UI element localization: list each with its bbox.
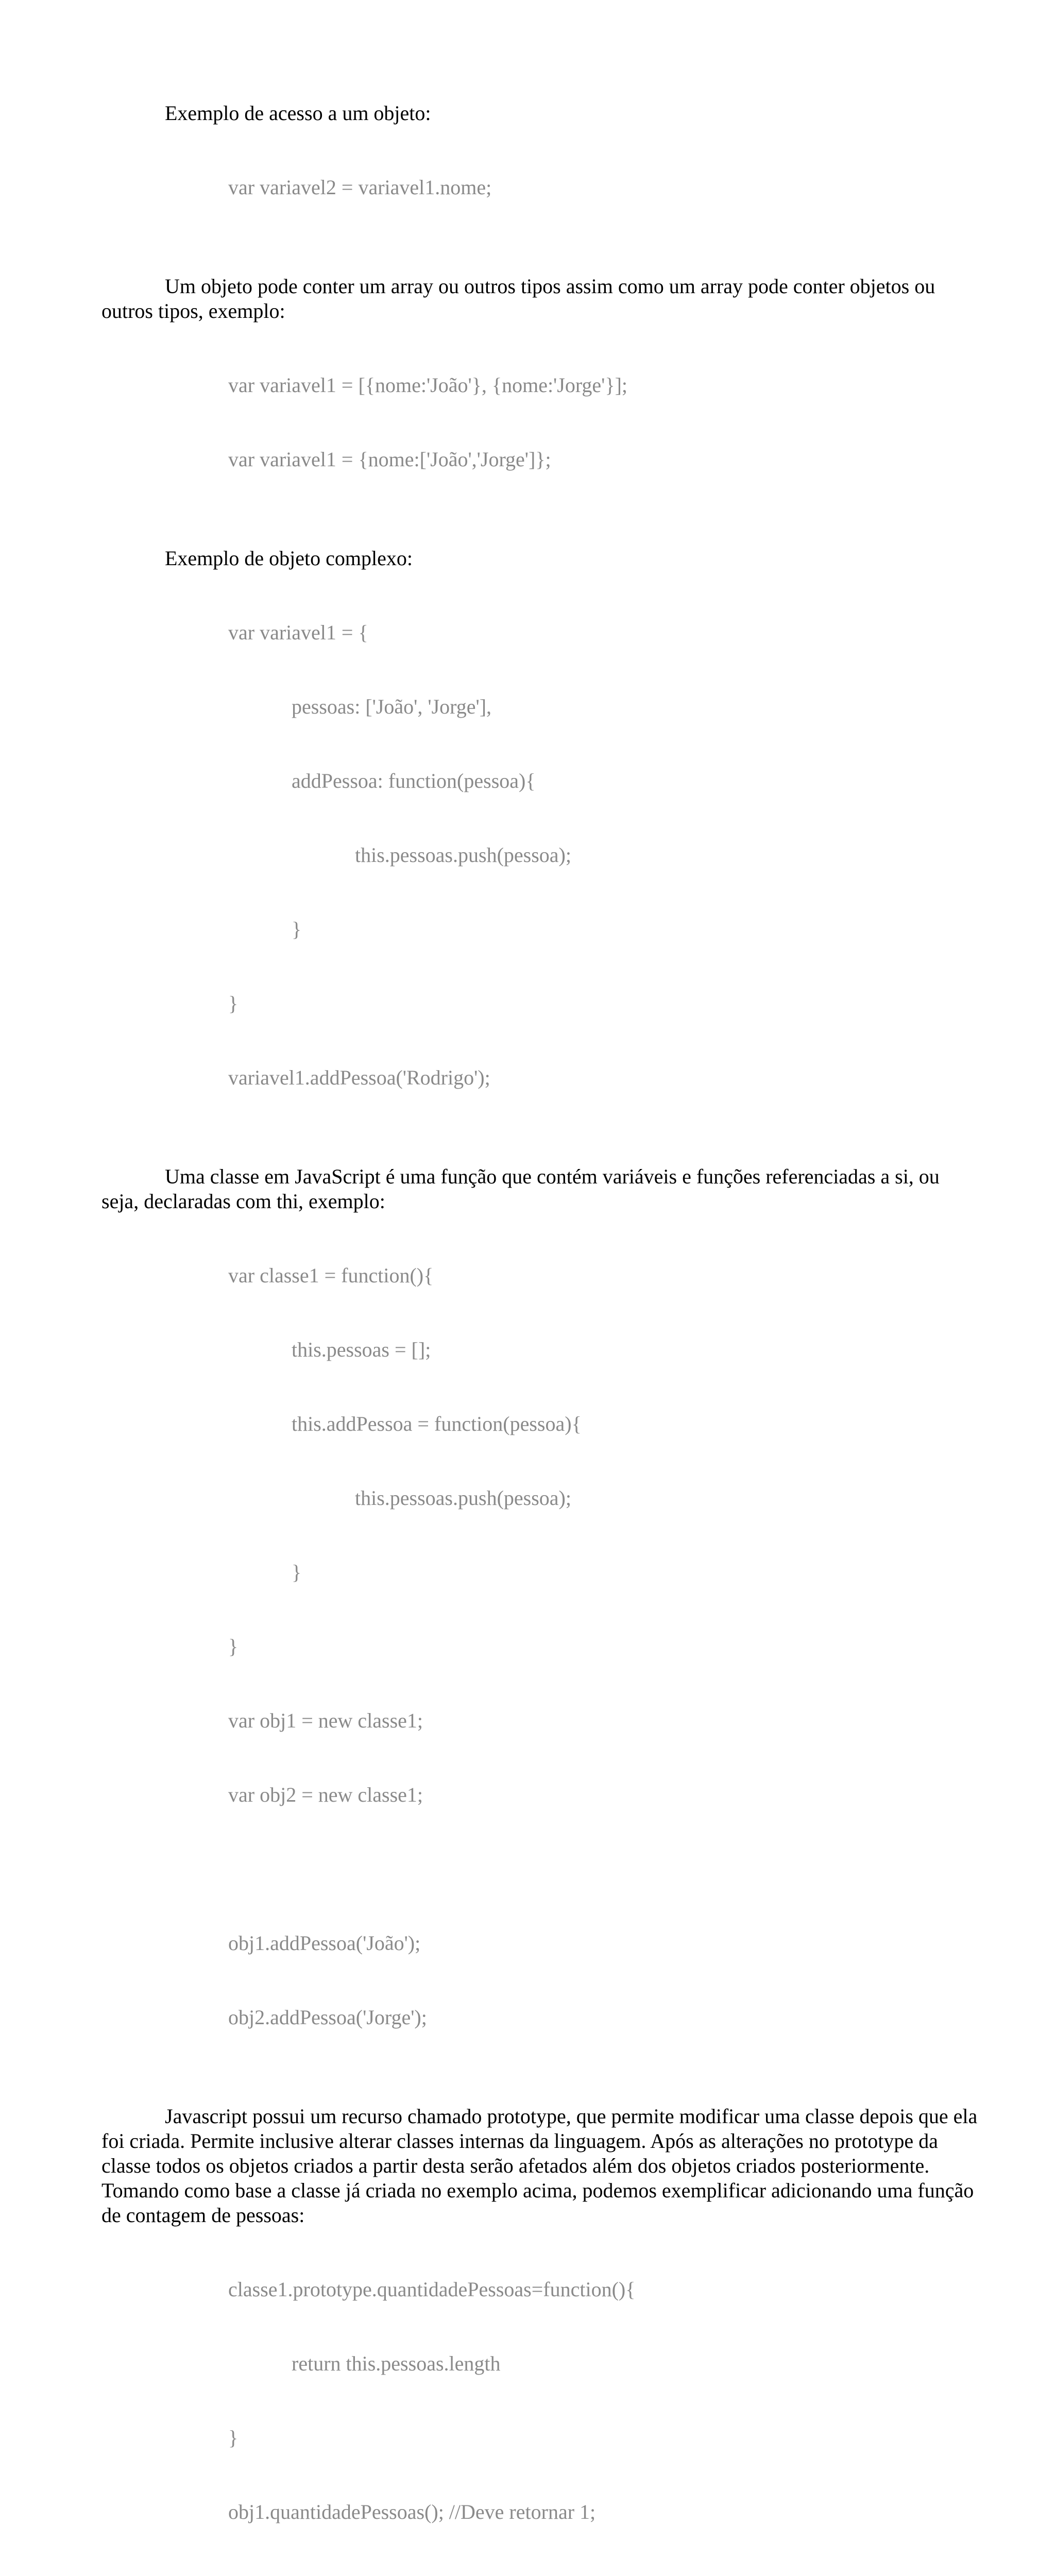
section-class — [101, 1164, 978, 2079]
code-line: var variavel2 = variavel1.nome; — [228, 176, 492, 199]
blank-line — [101, 249, 978, 274]
code-line: variavel1.addPessoa('Rodrigo'); — [228, 1066, 490, 1089]
code-line: this.pessoas = []; — [292, 1338, 431, 1361]
code-line: classe1.prototype.quantidadePessoas=function(){ — [228, 2278, 636, 2301]
section-complex-object — [101, 546, 978, 1140]
code-block — [101, 126, 978, 249]
code-line: var obj1 = new classe1; — [228, 1709, 423, 1732]
code-line-blank — [101, 2574, 978, 2576]
paragraph: Javascript possui um recurso chamado prototype, que permite modificar uma classe depois que ela foi criada. Permite inclusive alterar classes internas da linguagem. Após as alterações no prototype da classe todos os objetos criados a partir desta serão afetados além dos objetos criados posteriormente. Tomando como base a classe já criada no exemplo acima, podemos exemplificar adicionando uma função de contagem de pessoas: — [101, 2105, 978, 2227]
code-line: addPessoa: function(pessoa){ — [292, 769, 536, 792]
blank-line — [101, 521, 978, 546]
code-line: this.pessoas.push(pessoa); — [355, 843, 571, 867]
code-line: obj1.quantidadePessoas(); //Deve retornar 1; — [228, 2500, 596, 2523]
blank-line — [101, 1140, 978, 1164]
code-line: var variavel1 = { — [228, 621, 368, 644]
code-line: } — [292, 1561, 302, 1584]
code-line-blank — [101, 1857, 978, 1882]
code-block — [101, 1214, 978, 2079]
section-prototype — [101, 2104, 978, 2576]
paragraph: Uma classe em JavaScript é uma função que contém variáveis e funções referenciadas a si, ou seja, declaradas com thi, exemplo: — [101, 1165, 940, 1213]
code-line: var obj2 = new classe1; — [228, 1783, 423, 1806]
code-block — [101, 571, 978, 1140]
section-object-array — [101, 274, 978, 521]
code-line: var variavel1 = [{nome:'João'}, {nome:'Jorge'}]; — [228, 374, 628, 397]
code-line: } — [292, 918, 302, 941]
code-block — [101, 2228, 978, 2576]
code-line: var variavel1 = {nome:['João','Jorge']}; — [228, 448, 551, 471]
code-line: obj2.addPessoa('Jorge'); — [228, 2006, 427, 2029]
code-line: return this.pessoas.length — [292, 2352, 501, 2375]
code-line: } — [228, 992, 239, 1015]
code-line: this.addPessoa = function(pessoa){ — [292, 1412, 582, 1435]
paragraph: Um objeto pode conter um array ou outros tipos assim como um array pode conter objetos ou outros tipos, exemplo: — [101, 275, 935, 323]
code-line: this.pessoas.push(pessoa); — [355, 1486, 571, 1510]
paragraph: Exemplo de acesso a um objeto: — [165, 101, 431, 125]
code-line: } — [228, 1635, 239, 1658]
code-line: obj1.addPessoa('João'); — [228, 1931, 421, 1955]
code-line: var classe1 = function(){ — [228, 1264, 434, 1287]
paragraph: Exemplo de objeto complexo: — [165, 547, 413, 570]
code-line: } — [228, 2426, 239, 2449]
blank-line — [101, 2079, 978, 2104]
section-object-access — [101, 101, 978, 249]
document-content — [101, 101, 978, 2576]
code-block — [101, 324, 978, 521]
code-line: pessoas: ['João', 'Jorge'], — [292, 695, 492, 718]
